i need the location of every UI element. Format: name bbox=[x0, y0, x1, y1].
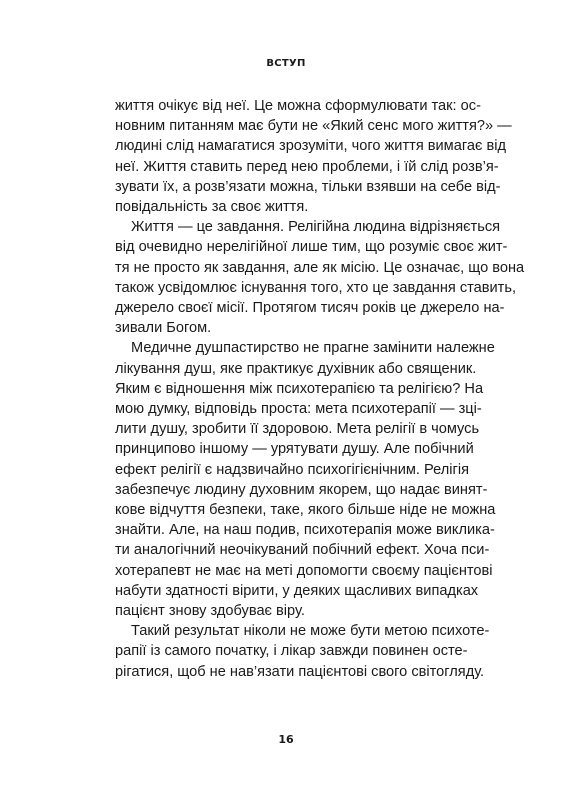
text-line: тя не просто як завдання, але як місію. Це означає, що вона bbox=[115, 259, 525, 276]
running-title: ВСТУП bbox=[266, 58, 306, 69]
text-line: рапії із самого початку, і лікар завжди повинен осте- bbox=[115, 643, 468, 660]
text-line: пацієнт знову здобуває віру. bbox=[115, 603, 305, 620]
paragraph bbox=[115, 96, 512, 217]
text-line: хотерапевт не має на меті допомогти своєму пацієнтові bbox=[115, 562, 493, 579]
text-line: зивали Богом. bbox=[115, 320, 212, 337]
text-line: кове відчуття безпеки, таке, якого більше ніде не можна bbox=[115, 502, 496, 519]
text-line: мою думку, відповідь проста: мета психотерапії — зці- bbox=[115, 401, 482, 418]
text-line: повідальність за своє життя. bbox=[115, 199, 309, 216]
text-line: ефект релігії є надзвичайно психогігієнічним. Релігія bbox=[115, 461, 469, 478]
text-line: принципово іншому — урятувати душу. Але побічний bbox=[115, 441, 474, 458]
text-line: забезпечує людину духовним якорем, що надає винят- bbox=[115, 481, 488, 498]
page-number: 16 bbox=[278, 733, 294, 746]
text-line: знайти. Але, на наш подив, психотерапія може виклика- bbox=[115, 522, 495, 539]
text-line: джерело своєї місії. Протягом тисяч років це джерело на- bbox=[115, 300, 505, 317]
text-line: Медичне душпастирство не прагне замінити належне bbox=[131, 340, 495, 357]
text-line: Життя — це завдання. Релігійна людина відрізняється bbox=[131, 219, 501, 236]
paragraph bbox=[115, 621, 490, 682]
body-text bbox=[115, 96, 525, 682]
text-line: лити душу, зробити її здоровою. Мета релігії в чомусь bbox=[115, 421, 480, 438]
text-line: лікування душ, яке практикує духівник або священик. bbox=[115, 360, 477, 377]
text-line: новним питанням має бути не «Який сенс мого життя?» — bbox=[115, 118, 512, 135]
text-line: рігатися, щоб не нав’язати пацієнтові свого світогляду. bbox=[115, 663, 485, 680]
text-line: життя очікує від неї. Це можна сформулювати так: ос- bbox=[115, 98, 481, 114]
text-line: від очевидно нерелігійної лише тим, що розуміє своє жит- bbox=[115, 239, 508, 256]
text-line: неї. Життя ставить перед нею проблеми, і їй слід розв’я- bbox=[115, 158, 499, 175]
text-line: зувати їх, а розв’язати можна, тільки взявши на себе від- bbox=[115, 178, 501, 195]
paragraph bbox=[115, 217, 525, 338]
text-line: набути здатності вірити, у деяких щасливих випадках bbox=[115, 582, 479, 599]
text-line: Такий результат ніколи не може бути метою психоте- bbox=[131, 623, 490, 640]
text-line: Яким є відношення між психотерапією та релігією? На bbox=[115, 380, 484, 397]
text-line: людині слід намагатися зрозуміти, чого життя вимагає від bbox=[115, 138, 506, 155]
text-line: ти аналогічний неочікуваний побічний ефект. Хоча пси- bbox=[115, 542, 490, 559]
paragraph bbox=[115, 338, 496, 621]
text-line: також усвідомлює існування того, хто це завдання ставить, bbox=[115, 279, 517, 296]
